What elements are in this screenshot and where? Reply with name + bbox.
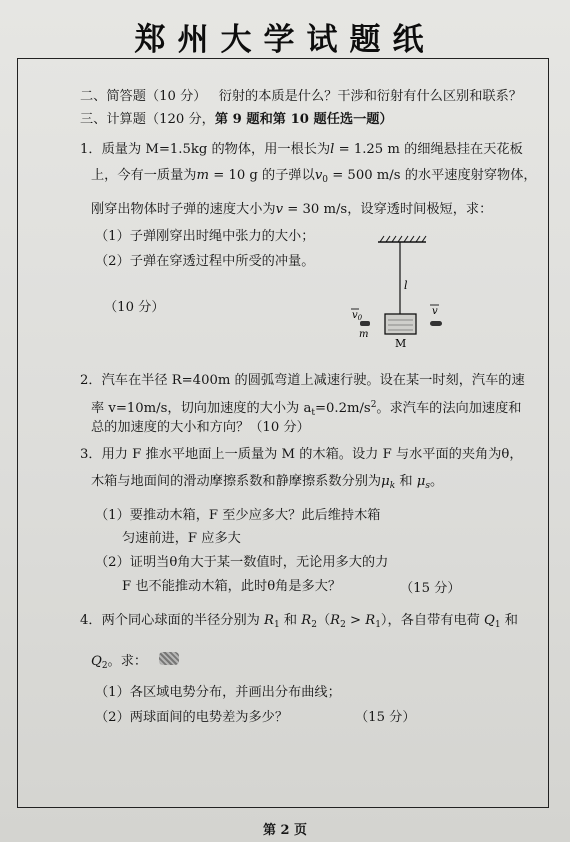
bullet-mass-label: m (359, 329, 369, 340)
q4-line2 (91, 653, 147, 675)
q4-text: （ (316, 613, 331, 628)
q1-sub1: （1）子弹刚穿出时绳中张力的大小； (95, 229, 315, 244)
q4-sub: 2 (101, 661, 108, 671)
q1-text: = 500 m/s 的水平速度射穿物体， (328, 168, 537, 183)
q1-text: 刚穿出物体时子弹的速度大小为 (91, 202, 276, 217)
q4-var-Q1: Q (484, 613, 495, 628)
section2-heading: 二、简答题（10 分） (80, 89, 207, 104)
section3-line (80, 111, 393, 129)
q4-score: （15 分） (355, 710, 416, 725)
q4-text: ），各自带有电荷 (380, 613, 485, 628)
block-rect (385, 314, 416, 334)
page-title: 郑州大学试题纸 (134, 22, 436, 58)
q3-text: 和 (395, 474, 417, 489)
q3-sub2b: F 也不能推动木箱，此时θ角是多大？ (122, 579, 342, 594)
q4-sub: 1 (273, 620, 280, 630)
q1-text: = 30 m/s，设穿透时间极短，求： (283, 202, 493, 217)
q4-text: 和 (279, 613, 302, 628)
ink-blot (159, 652, 179, 665)
q3-score: （15 分） (400, 581, 461, 596)
q4-line1 (80, 612, 518, 634)
section2-line (80, 88, 522, 106)
q3-sub1b: 匀速前进，F 应多大 (122, 531, 241, 546)
q1-text: = 10 g 的子弹以 (209, 168, 315, 183)
page-number: 第 2 页 (262, 823, 308, 838)
q4-text: 4．两个同心球面的半径分别为 (80, 613, 265, 628)
q2-line1: 2．汽车在半径 R=400m 的圆弧弯道上减速行驶。设在某一时刻，汽车的速 (80, 373, 525, 388)
q3-sub1a: （1）要推动木箱，F 至少应多大？此后维持木箱 (95, 508, 381, 523)
q1-line3 (91, 201, 492, 219)
q1-line1 (80, 141, 523, 159)
q4-text: 。求： (107, 654, 148, 669)
bullet-velocity-v-label: v (432, 306, 438, 317)
q1-var-l: l (330, 142, 335, 157)
q4-sub1: （1）各区域电势分布，并画出分布曲线； (95, 685, 341, 700)
pendulum-figure (348, 234, 458, 352)
ceiling-hatch (380, 236, 426, 242)
q1-var-v: v (275, 202, 284, 217)
q3-line2 (91, 473, 443, 495)
q2-line3: 总的加速度的大小和方向？（10 分） (91, 420, 310, 435)
q3-sub-s: s (425, 481, 430, 491)
q1-sub-0: 0 (322, 175, 328, 185)
q3-line1: 3．用力 F 推水平地面上一质量为 M 的木箱。设力 F 与水平面的夹角为θ， (80, 447, 523, 462)
q1-var-m: m (196, 168, 210, 183)
q1-text: = 1.25 m 的细绳悬挂在天花板 (334, 142, 523, 157)
q4-sub: 1 (494, 620, 501, 630)
q2-sup-2: 2 (370, 400, 377, 410)
q1-text: 上，今有一质量为 (91, 168, 197, 183)
q1-sub2: （2）子弹在穿透过程中所受的冲量。 (95, 254, 315, 269)
q1-text: 1．质量为 M=1.5kg 的物体，用一根长为 (80, 142, 331, 157)
q4-text: > (345, 613, 366, 628)
q2-text: 率 v=10m/s，切向加速度的大小为 a (91, 401, 312, 416)
q4-text: 和 (500, 613, 518, 628)
q2-sub-t: t (311, 408, 315, 418)
q2-text: =0.2m/s (314, 401, 371, 416)
q4-var-R2: R (301, 613, 312, 628)
q2-text: 。求汽车的法向加速度和 (376, 401, 522, 416)
q4-var-Q2: Q (91, 654, 102, 669)
q3-var-mu-s: μ (416, 474, 426, 489)
q1-var-v0: v (314, 168, 323, 183)
q4-sub2: （2）两球面间的电势差为多少？ (95, 710, 289, 725)
section2-question: 衍射的本质是什么？干涉和衍射有什么区别和联系？ (218, 89, 522, 104)
q3-sub-k: k (389, 481, 396, 491)
q4-var-R1: R (365, 613, 376, 628)
q4-sub: 2 (340, 620, 346, 630)
q4-sub: 2 (311, 620, 317, 630)
q3-text: 木箱与地面间的滑动摩擦系数和静摩擦系数分别为 (91, 474, 382, 489)
string-length-label: l (404, 279, 408, 292)
q1-score: （10 分） (104, 300, 165, 315)
q4-var-R1: R (264, 613, 274, 628)
q4-var-R2: R (330, 613, 341, 628)
q4-sub: 1 (375, 620, 381, 630)
block-mass-label: M (395, 337, 407, 350)
q3-text: 。 (429, 474, 444, 489)
bullet-velocity-v0-label: $v_0$ (352, 310, 363, 322)
q3-var-mu-k: μ (381, 474, 390, 489)
bullet-after (430, 321, 442, 326)
q3-sub2a: （2）证明当θ角大于某一数值时，无论用多大的力 (95, 555, 389, 570)
section3-note: 第 9 题和第 10 题任选一题） (214, 112, 393, 127)
q1-line2 (91, 167, 537, 189)
section3-heading: 三、计算题（120 分， (80, 112, 215, 127)
